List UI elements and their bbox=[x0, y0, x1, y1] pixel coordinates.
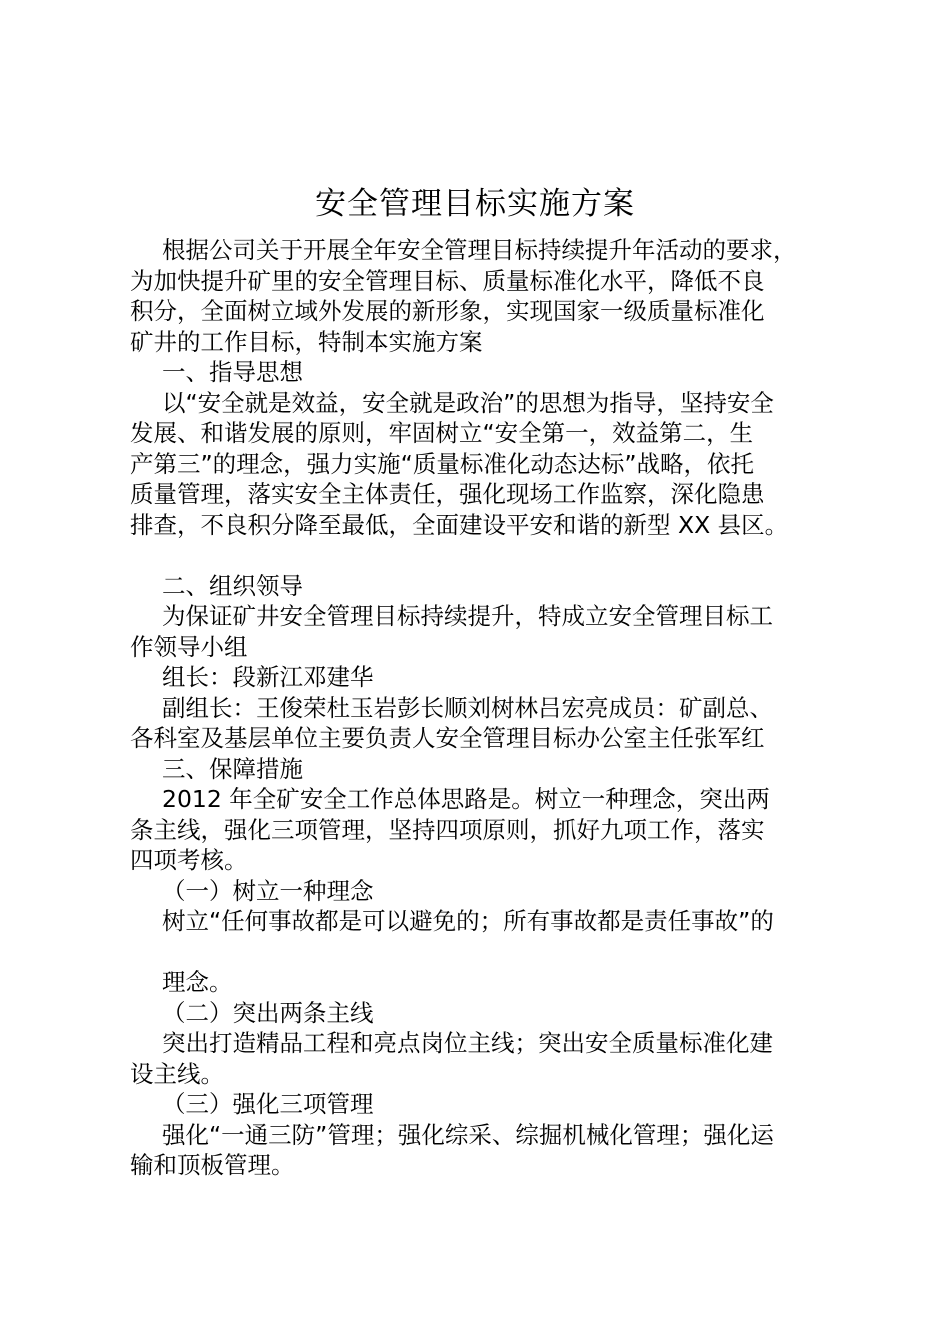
section-heading: 一、指导思想 bbox=[162, 358, 303, 386]
paragraph-line: 积分，全面树立域外发展的新形象，实现国家一级质量标准化 bbox=[130, 297, 765, 325]
paragraph-line: 质量管理，落实安全主体责任，强化现场工作监察，深化隐患 bbox=[130, 480, 765, 508]
document-title: 安全管理目标实施方案 bbox=[315, 186, 635, 222]
paragraph-line: 强化“一通三防”管理；强化综采、综掘机械化管理；强化运 bbox=[162, 1121, 774, 1149]
section-heading: 二、组织领导 bbox=[162, 572, 303, 600]
paragraph-line: 突出打造精品工程和亮点岗位主线；突出安全质量标准化建 bbox=[162, 1029, 773, 1057]
paragraph-line: 树立“任何事故都是可以避免的；所有事故都是责任事故”的 bbox=[162, 907, 774, 935]
subsection-heading: （一）树立一种理念 bbox=[162, 877, 374, 905]
paragraph-line: 根据公司关于开展全年安全管理目标持续提升年活动的要求， bbox=[162, 236, 797, 264]
subsection-heading: （二）突出两条主线 bbox=[162, 999, 374, 1027]
subsection-heading: （三）强化三项管理 bbox=[162, 1090, 374, 1118]
paragraph-line: 为加快提升矿里的安全管理目标、质量标准化水平，降低不良 bbox=[130, 267, 765, 295]
paragraph-line: 组长：段新江邓建华 bbox=[162, 663, 374, 691]
paragraph-line: 排查，不良积分降至最低，全面建设平安和谐的新型 XX 县区。 bbox=[130, 511, 789, 539]
paragraph-line: 发展、和谐发展的原则，牢固树立“安全第一，效益第二，生 bbox=[130, 419, 754, 447]
paragraph-line: 2012 年全矿安全工作总体思路是。树立一种理念，突出两 bbox=[162, 785, 770, 813]
paragraph-line: 为保证矿井安全管理目标持续提升，特成立安全管理目标工 bbox=[162, 602, 773, 630]
paragraph-line: 输和顶板管理。 bbox=[130, 1151, 295, 1179]
paragraph-line: 作领导小组 bbox=[130, 633, 248, 661]
paragraph-line: 各科室及基层单位主要负责人安全管理目标办公室主任张军红 bbox=[130, 724, 765, 752]
paragraph-line: 矿井的工作目标，特制本实施方案 bbox=[130, 328, 483, 356]
paragraph-line: 产第三”的理念，强力实施“质量标准化动态达标”战略，依托 bbox=[130, 450, 755, 478]
paragraph-line: 四项考核。 bbox=[130, 846, 248, 874]
paragraph-line: 条主线，强化三项管理，坚持四项原则，抓好九项工作，落实 bbox=[130, 816, 765, 844]
paragraph-line: 副组长：王俊荣杜玉岩彭长顺刘树林吕宏亮成员：矿副总、 bbox=[162, 694, 773, 722]
paragraph-line: 理念。 bbox=[162, 968, 233, 996]
paragraph-line: 设主线。 bbox=[130, 1060, 224, 1088]
paragraph-line: 以“安全就是效益，安全就是政治”的思想为指导，坚持安全 bbox=[162, 389, 774, 417]
section-heading: 三、保障措施 bbox=[162, 755, 303, 783]
